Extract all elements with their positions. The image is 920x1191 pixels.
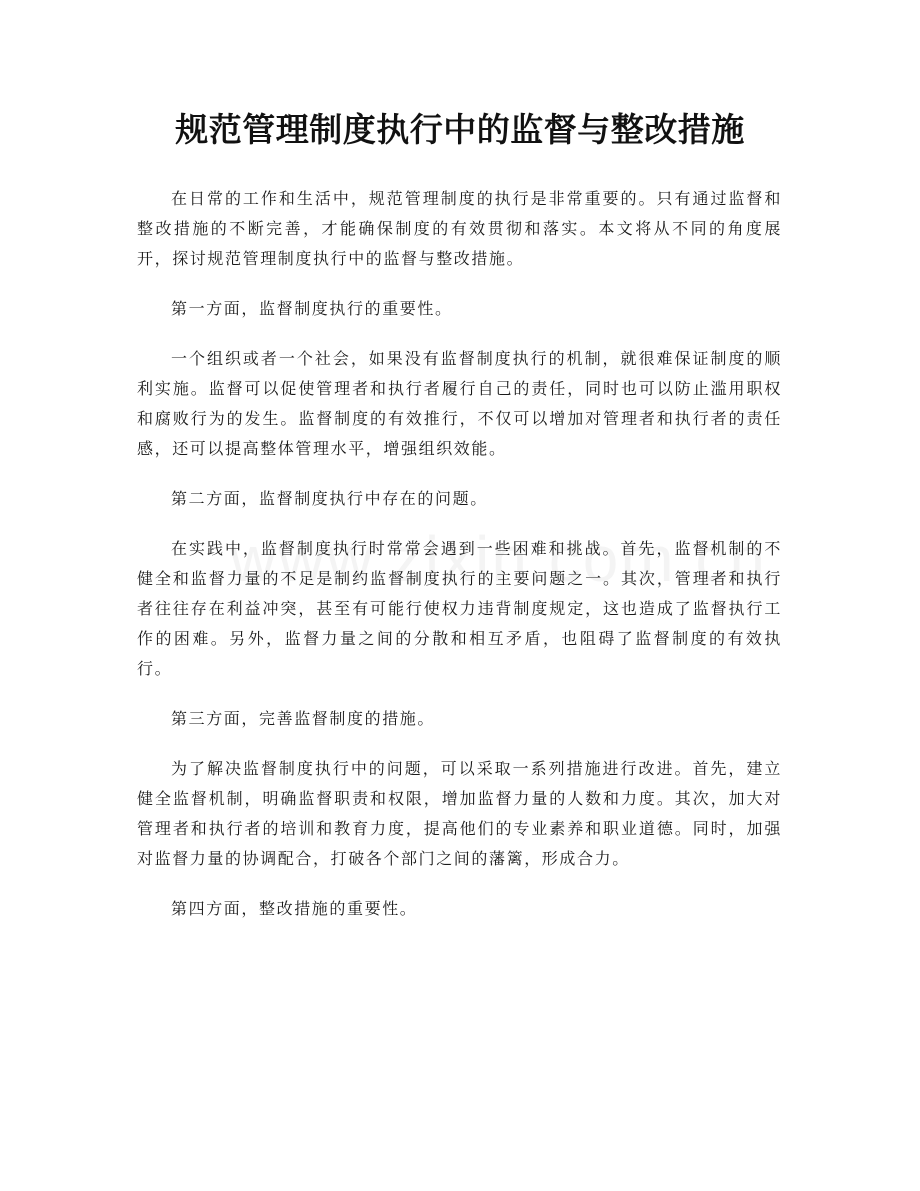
document-body: [137, 184, 782, 944]
section-heading-4: 第四方面，整改措施的重要性。: [171, 899, 418, 918]
page-title: 规范管理制度执行中的监督与整改措施: [175, 110, 745, 149]
section-heading-2: 第二方面，监督制度执行中存在的问题。: [171, 489, 488, 508]
section-heading-1: 第一方面，监督制度执行的重要性。: [171, 299, 453, 318]
paragraph-intro: 在日常的工作和生活中，规范管理制度的执行是非常重要的。只有通过监督和整改措施的不断完善，才能确保制度的有效贯彻和落实。本文将从不同的角度展开，探讨规范管理制度执行中的监督与整改措施。: [137, 189, 782, 268]
paragraph-section-3: 为了解决监督制度执行中的问题，可以采取一系列措施进行改进。首先，建立健全监督机制，明确监督职责和权限，增加监督力量的人数和力度。其次，加大对管理者和执行者的培训和教育力度，提高他们的专业素养和职业道德。同时，加强对监督力量的协调配合，打破各个部门之间的藩篱，形成合力。: [137, 759, 782, 868]
paragraph-section-1: 一个组织或者一个社会，如果没有监督制度执行的机制，就很难保证制度的顺利实施。监督可以促使管理者和执行者履行自己的责任，同时也可以防止滥用职权和腐败行为的发生。监督制度的有效推行，不仅可以增加对管理者和执行者的责任感，还可以提高整体管理水平，增强组织效能。: [137, 349, 782, 458]
section-heading-3: 第三方面，完善监督制度的措施。: [171, 709, 436, 728]
paragraph-section-2: 在实践中，监督制度执行时常常会遇到一些困难和挑战。首先，监督机制的不健全和监督力量的不足是制约监督制度执行的主要问题之一。其次，管理者和执行者往往存在利益冲突，甚至有可能行使权力违背制度规定，这也造成了监督执行工作的困难。另外，监督力量之间的分散和相互矛盾，也阻碍了监督制度的有效执行。: [137, 539, 782, 678]
